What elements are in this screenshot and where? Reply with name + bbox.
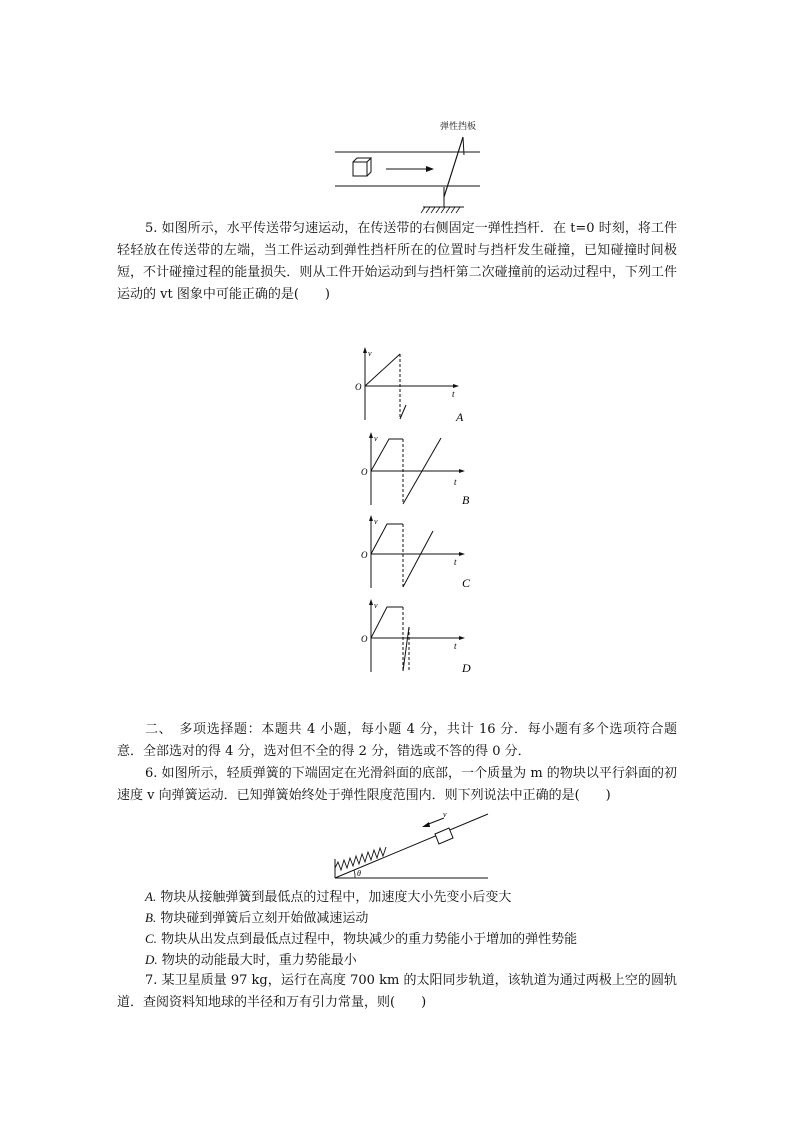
q6-option-a[interactable]: A. 物块从接触弹簧到最低点的过程中，加速度大小先变小后变大 <box>145 889 512 905</box>
incline-spring-figure <box>330 805 495 885</box>
svg-text:O: O <box>361 467 368 477</box>
graph-d-label: D <box>462 661 471 675</box>
q6-option-c[interactable]: C. 物块从出发点到最低点过程中，物块减少的重力势能小于增加的弹性势能 <box>145 931 578 947</box>
svg-text:O: O <box>361 634 368 644</box>
q6-option-b[interactable]: B. 物块碰到弹簧后立刻开始做减速运动 <box>145 910 369 926</box>
graph-c <box>352 513 477 595</box>
section-2-heading: 二、 多项选择题：本题共 4 小题，每小题 4 分，共计 16 分．每小题有多个选项符合题意．全部选对的得 4 分，选对但不全的得 2 分，错选或不答的得 0 分． <box>117 722 677 759</box>
svg-text:v: v <box>368 349 372 358</box>
svg-text:v: v <box>374 517 378 526</box>
svg-text:t: t <box>454 641 457 651</box>
svg-text:v: v <box>374 434 378 443</box>
theta-label: θ <box>357 869 361 878</box>
svg-text:t: t <box>452 389 455 399</box>
question-5: 5. 如图所示，水平传送带匀速运动，在传送带的右侧固定一弹性挡杆．在 t=0 时刻，将工件轻轻放在传送带的左端，当工件运动到弹性挡杆所在的位置时与挡杆发生碰撞，已知碰撞时间极短，不计碰撞过程的能量损失．则从工件开始运动到与挡杆第二次碰撞前的运动过程中，下列工件运动的 vt 图象中可能正确的是( ) <box>117 221 677 302</box>
svg-text:t: t <box>454 557 457 567</box>
velocity-label: v <box>443 810 447 819</box>
baffle-label: 弹性挡板 <box>440 122 477 132</box>
sliding-block <box>435 828 453 844</box>
svg-text:v: v <box>374 601 378 610</box>
question-7: 7. 某卫星质量 97 kg，运行在高度 700 km 的太阳同步轨道，该轨道为通过两极上空的圆轨道．查阅资料知地球的半径和万有引力常量，则( ) <box>117 973 677 1010</box>
svg-text:O: O <box>361 550 368 560</box>
conveyor-figure <box>330 115 500 220</box>
graph-b-label: B <box>462 493 470 507</box>
svg-text:O: O <box>355 382 362 392</box>
question-6: 6. 如图所示，轻质弹簧的下端固定在光滑斜面的底部，一个质量为 m 的物块以平行斜面的初速度 v 向弹簧运动．已知弹簧始终处于弹性限度范围内．则下列说法中正确的是( ) <box>117 766 677 803</box>
q6-option-d[interactable]: D. 物块的动能最大时，重力势能最小 <box>145 952 357 968</box>
svg-text:t: t <box>454 477 457 487</box>
workpiece-block <box>353 158 371 176</box>
graph-b <box>352 430 477 512</box>
graph-d <box>352 597 477 679</box>
graph-a <box>352 345 477 427</box>
graph-c-label: C <box>462 576 471 590</box>
graph-a-label: A <box>456 410 464 424</box>
